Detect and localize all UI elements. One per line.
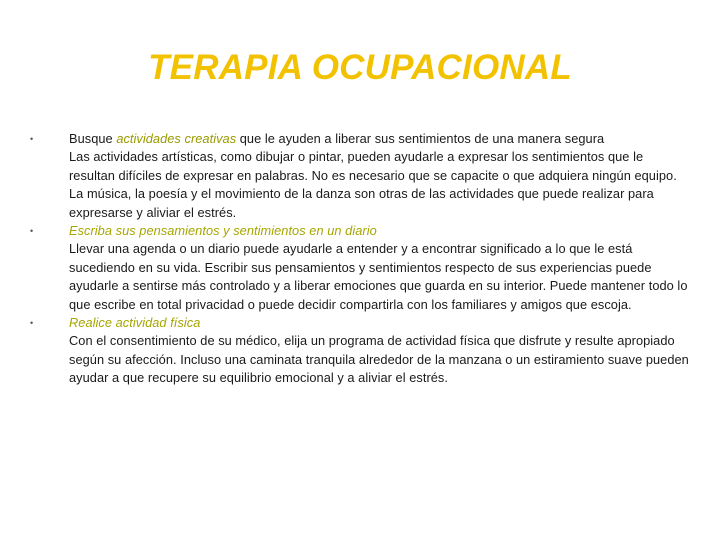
bullet-list	[30, 130, 690, 388]
bullet-icon: •	[30, 226, 34, 237]
bullet-lead-rest: que le ayuden a liberar sus sentimientos de una manera segura	[236, 131, 605, 146]
bullet-body: Las actividades artísticas, como dibujar o pintar, pueden ayudarle a expresar los sentimientos que le resultan difíciles de expresar en palabras. No es necesario que se capacite o que adquiera ningún equipo. La música, la poesía y el movimiento de la danza son otras de las actividades que puede realizar para expresarse y aliviar el estrés.	[69, 149, 677, 220]
bullet-item-creative-activities	[30, 130, 690, 222]
bullet-lead	[69, 130, 690, 148]
bullet-item-physical-activity	[30, 314, 690, 388]
bullet-heading: Realice actividad física	[69, 315, 201, 331]
bullet-heading: Escriba sus pensamientos y sentimientos en un diario	[69, 223, 377, 239]
bullet-body: Llevar una agenda o un diario puede ayudarle a entender y a encontrar significado a lo que le está sucediendo en su vida. Escribir sus pensamientos y sentimientos respecto de sus experiencias puede ayudarle a sentirse más controlado y a liberar emociones que guarda en su interior. Puede mantener todo lo que escribe en total privacidad o puede decidir compartirla con los familiares y amigos que escoja.	[69, 241, 688, 312]
bullet-item-journal	[30, 222, 690, 314]
slide-title: TERAPIA OCUPACIONAL	[148, 48, 572, 87]
bullet-icon: •	[30, 134, 34, 144]
bullet-icon: •	[30, 318, 34, 329]
bullet-body: Con el consentimiento de su médico, elija un programa de actividad física que disfrute y resulte apropiado según su afección. Incluso una caminata tranquila alrededor de la manzana o un estiramiento suave pueden ayudar a que recupere su equilibrio emocional y a aliviar el estrés.	[69, 333, 689, 386]
bullet-lead-prefix: Busque	[69, 131, 117, 146]
bullet-lead-highlight: actividades creativas	[116, 131, 237, 146]
